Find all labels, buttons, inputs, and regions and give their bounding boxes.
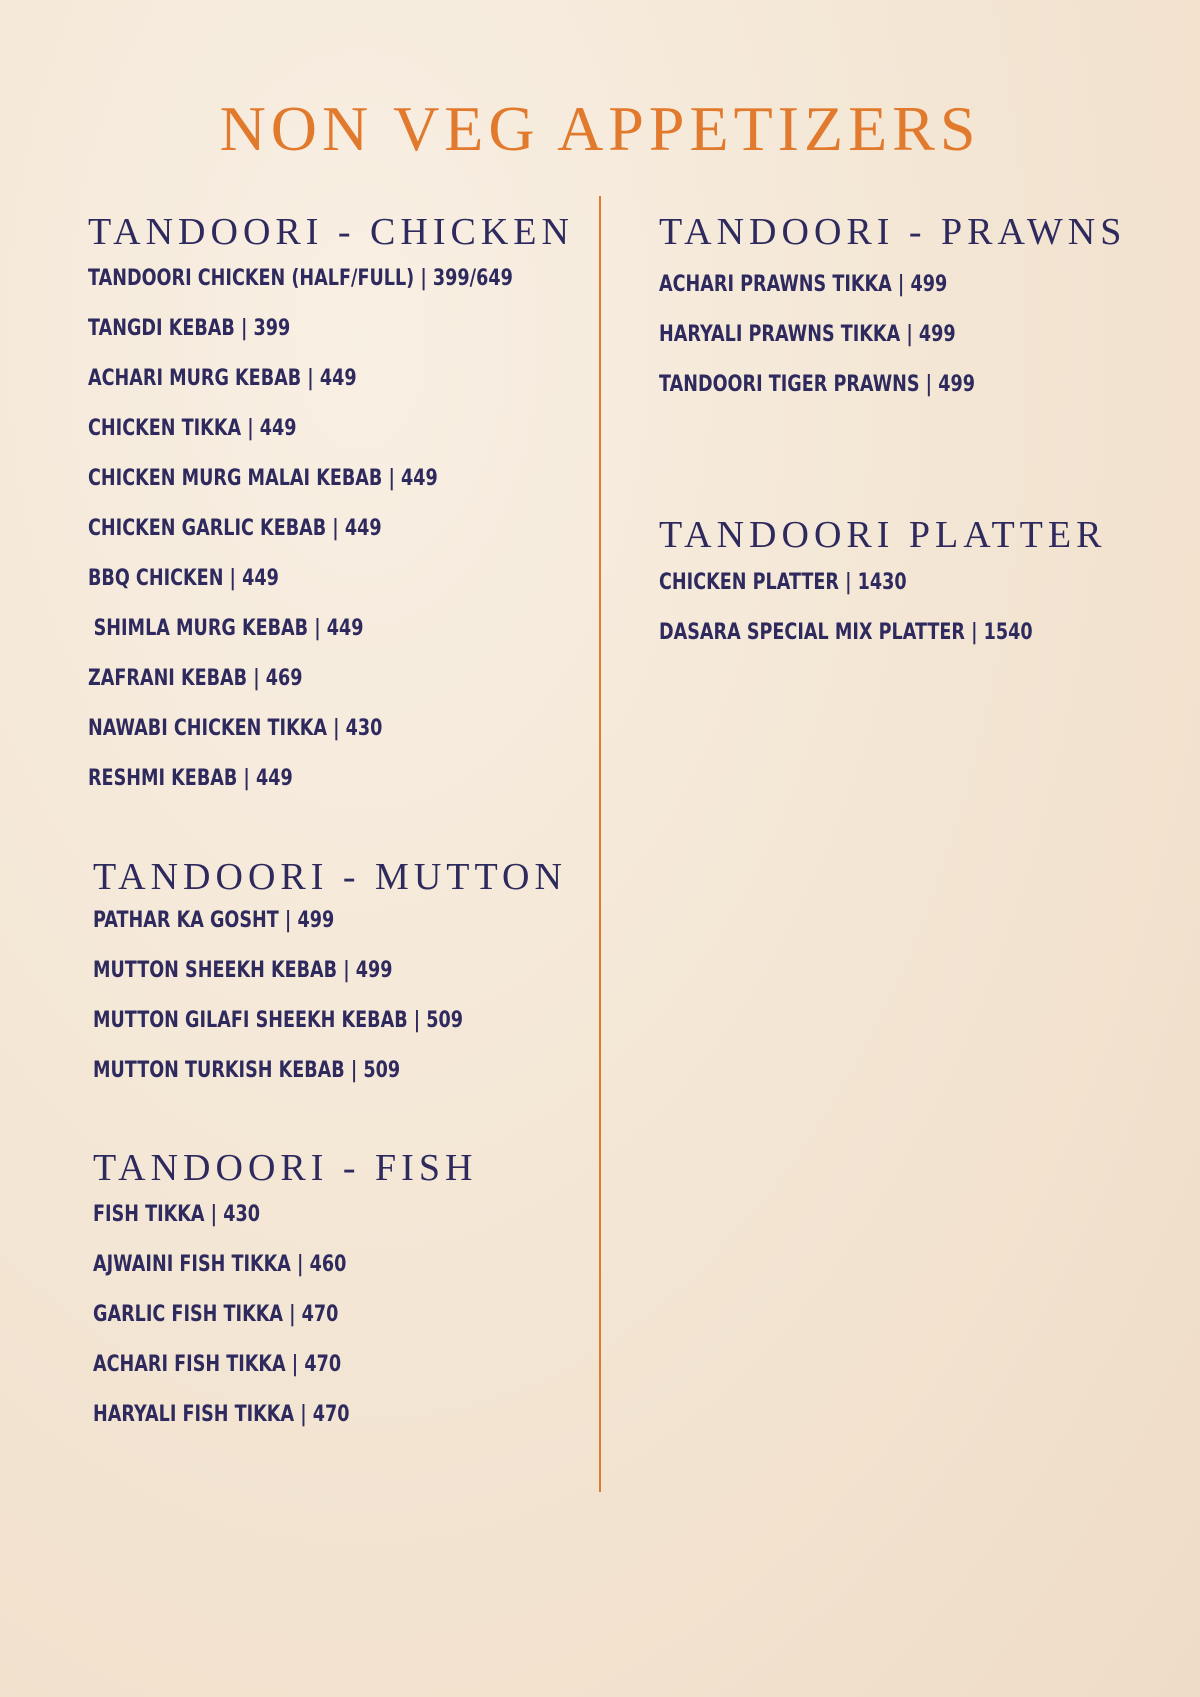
menu-item: CHICKEN PLATTER | 1430 — [659, 570, 907, 595]
menu-item: SHIMLA MURG KEBAB | 449 — [93, 616, 364, 641]
section-platter — [659, 516, 1126, 658]
section-title-prawns: TANDOORI - PRAWNS — [659, 211, 1127, 253]
menu-item: TANDOORI CHICKEN (HALF/FULL) | 399/649 — [88, 266, 513, 291]
menu-item: ACHARI FISH TIKKA | 470 — [93, 1352, 342, 1377]
section-prawns — [659, 213, 1126, 410]
menu-item: RESHMI KEBAB | 449 — [88, 766, 293, 791]
menu-item: ZAFRANI KEBAB | 469 — [88, 666, 303, 691]
menu-item: HARYALI PRAWNS TIKKA | 499 — [659, 322, 956, 347]
menu-item: ACHARI MURG KEBAB | 449 — [88, 366, 357, 391]
menu-item: FISH TIKKA | 430 — [93, 1202, 260, 1227]
menu-list-chicken — [88, 254, 619, 804]
section-title-chicken: TANDOORI - CHICKEN — [88, 211, 574, 253]
section-title-mutton: TANDOORI - MUTTON — [93, 856, 567, 898]
menu-item: NAWABI CHICKEN TIKKA | 430 — [88, 716, 383, 741]
section-title-fish: TANDOORI - FISH — [93, 1147, 478, 1189]
menu-item: PATHAR KA GOSHT | 499 — [93, 908, 335, 933]
section-chicken — [88, 213, 619, 804]
menu-item: MUTTON SHEEKH KEBAB | 499 — [93, 958, 393, 983]
menu-item: TANGDI KEBAB | 399 — [88, 316, 291, 341]
menu-item: BBQ CHICKEN | 449 — [88, 566, 279, 591]
section-mutton — [93, 858, 567, 1096]
menu-item: CHICKEN GARLIC KEBAB | 449 — [88, 516, 382, 541]
menu-list-prawns — [659, 260, 1126, 410]
section-title-platter: TANDOORI PLATTER — [659, 514, 1107, 556]
page-title: NON VEG APPETIZERS — [219, 93, 981, 164]
menu-item: TANDOORI TIGER PRAWNS | 499 — [659, 372, 975, 397]
menu-item: MUTTON TURKISH KEBAB | 509 — [93, 1058, 401, 1083]
menu-item: HARYALI FISH TIKKA | 470 — [93, 1402, 350, 1427]
menu-item: ACHARI PRAWNS TIKKA | 499 — [659, 272, 948, 297]
menu-item: GARLIC FISH TIKKA | 470 — [93, 1302, 339, 1327]
menu-list-fish — [93, 1190, 477, 1440]
menu-list-platter — [659, 558, 1126, 658]
menu-item: AJWAINI FISH TIKKA | 460 — [93, 1252, 347, 1277]
menu-item: CHICKEN TIKKA | 449 — [88, 416, 297, 441]
menu-list-mutton — [93, 896, 567, 1096]
menu-item: DASARA SPECIAL MIX PLATTER | 1540 — [659, 620, 1033, 645]
section-fish — [93, 1149, 477, 1440]
menu-item: MUTTON GILAFI SHEEKH KEBAB | 509 — [93, 1008, 464, 1033]
menu-item: CHICKEN MURG MALAI KEBAB | 449 — [88, 466, 438, 491]
